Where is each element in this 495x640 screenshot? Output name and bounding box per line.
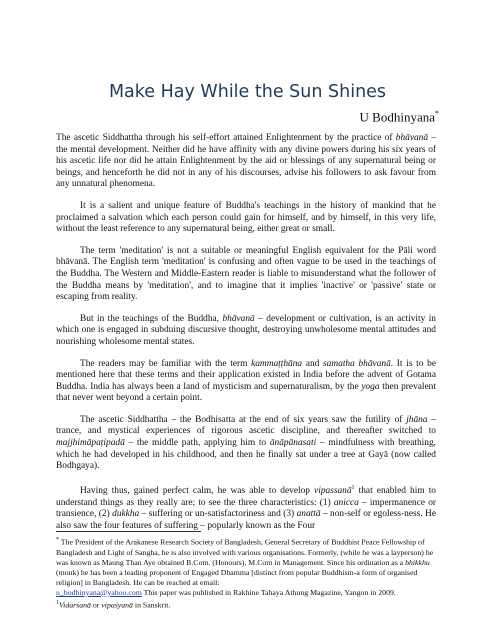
paragraph: [56, 314, 436, 349]
text-run: in Sanskrit.: [132, 600, 171, 610]
text-run: But in the teachings of the Buddha,: [80, 313, 223, 324]
pali-term: ānāpānasati: [269, 438, 317, 449]
pali-term: bhāvanā: [395, 133, 429, 143]
pali-term: anicca: [333, 497, 359, 508]
pali-term: samatha bhāvanā: [323, 358, 391, 369]
paragraph: [56, 415, 436, 473]
text-run: . It is to be mentioned here that these terms and their application existed in India before the advent of Gotama Buddha. India has always been a land of mysticism and supernaturalism, by the: [56, 358, 436, 392]
pali-term: dukkha: [112, 509, 140, 520]
text-run: The ascetic Siddhattha – the Bodhisatta at the end of six years saw the futility of: [80, 414, 407, 425]
text-run: and: [302, 358, 324, 369]
text-run: The ascetic Siddhattha through his self-effort attained Enlightenment by the practice of: [56, 133, 396, 143]
paragraph: The term 'meditation' is not a suitable or meaningful English equivalent for the Pāli word bhāvanā. The English term 'meditation' is confusing and often vague to be used in the teachings of the Buddha. The Western and Middle-Eastern reader is liable to misunderstand what the follower of the Buddha means by 'meditation', and to imagine that it implies 'inactive' or 'passive' state or escaping from reality.: [56, 245, 436, 303]
pali-term: vipassanā: [314, 485, 352, 496]
text-run: – development or cultivation, is an activity in which one is engaged in subduing discursive thought, destroying unwholesome mental attitudes and nourishing wholesome mental states.: [56, 313, 436, 347]
pali-term: anattā: [296, 509, 321, 520]
text-run: The President of the Arakanese Research Society of Bangladesh, General Secretary of Buddhist Peace Fellowship of Bangladesh and Light of Sangha, he is also involved with various organisations. Formerly, (while he was a layperson) he was known as Maung Than Aye obtained B.Com. (Honours), M.Com in Management. Since his ordination as a: [56, 537, 434, 567]
footnote-mark: 1: [351, 484, 355, 491]
article-body: [56, 133, 436, 542]
pali-term: bhikkhu: [405, 557, 430, 567]
author-footnote-mark: *: [435, 109, 439, 118]
text-run: This paper was published in Rakhine Tahaya Athung Magazine, Yangon in 2009.: [141, 587, 396, 597]
pali-term: yoga: [361, 381, 380, 392]
sanskrit-term: vipaśyanā: [101, 600, 133, 610]
text-run: The readers may be familiar with the term: [80, 358, 252, 369]
paragraph: [56, 483, 436, 533]
text-run: – trance, and mystical experiences of rigorous ascetic discipline, and thereafter switched to: [56, 414, 436, 437]
paragraph: It is a salient and unique feature of Buddha's teachings in the history of mankind that he proclaimed a salvation which each person could gain for himself, and by himself, in this very life, without the least reference to any supernatural being, either great or small.: [56, 200, 436, 235]
text-run: – suffering or un-satisfactoriness and (3): [139, 509, 297, 520]
text-run: – non-self or egoless-ness. He also saw the four features of suffering – popularly known as the Four: [56, 509, 436, 531]
text-run: – mindfulness with breathing, which he had developed in his childhood, and then he finally sat under a tree at Gayā (now called Bodhgaya).: [56, 438, 436, 472]
paragraph: [56, 359, 436, 405]
pali-term: jhāna: [406, 414, 428, 425]
author-name: U Bodhinyana: [359, 109, 435, 125]
footnote-mark: *: [56, 537, 59, 543]
pali-term: majjhimāpaṭipadā: [56, 438, 125, 449]
sanskrit-term: Vidarśanā: [59, 600, 91, 610]
footnotes: [56, 531, 436, 610]
author-line: [360, 106, 439, 125]
text-run: (monk) he has been a leading proponent of Engaged Dhamma [distinct from popular Buddhism-a form of organised religion] in Bangladesh. He can be reached at email:: [56, 567, 418, 587]
text-run: – the middle path, applying him to: [124, 438, 270, 449]
document-title: Make Hay While the Sun Shines: [108, 82, 387, 102]
text-run: – the mental development. Neither did he have affinity with any divine powers during his six years of his ascetic life nor did he attain Enlightenment by the aid or blessings of any supernatural being or beings, and henceforth he did not in any of his discourses, advise his followers to ask favour from any unnatural phenomena.: [56, 133, 436, 190]
pali-term: kammaṭṭhāna: [251, 358, 303, 369]
footnote-divider: [56, 531, 201, 532]
text-run: or: [90, 600, 102, 610]
text-run: – impermanence or transience, (2): [56, 497, 436, 520]
footnote-mark: 1: [56, 599, 59, 606]
text-run: then prevalent that never went beyond a certain point.: [56, 381, 436, 404]
paragraph: [56, 133, 436, 191]
footnote-1: [56, 535, 436, 598]
pali-term: bhāvanā: [222, 313, 255, 324]
text-run: Having thus, gained perfect calm, he was able to develop: [80, 485, 315, 496]
email-link[interactable]: u_bodhinyana@yahoo.com: [56, 587, 142, 597]
footnote-2: [56, 598, 436, 611]
text-run: that enabled him to understand things as they really are; to see the three characteristics: (1): [56, 485, 436, 508]
